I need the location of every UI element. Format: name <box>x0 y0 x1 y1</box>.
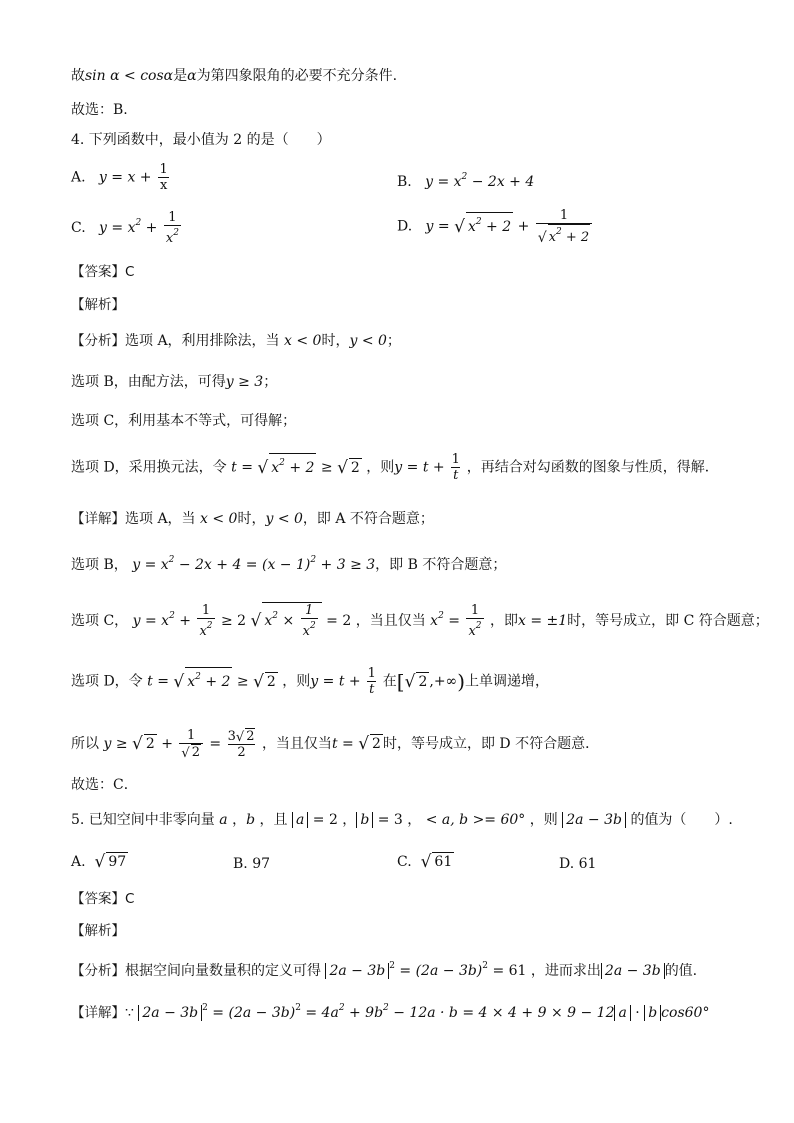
text: C <box>125 264 135 280</box>
fraction: $\frac{1}{x^2}$ <box>199 603 213 639</box>
text: 时， <box>321 333 350 349</box>
q5-option-a: A. √ 97 <box>71 852 127 872</box>
text: 选项 A，利用排除法，当 <box>125 333 280 349</box>
q4-option-d: D. y = √ $x^2 + 2$ + $\frac{1}{√ x^2 + 2}$ <box>397 208 594 245</box>
math: (2a − 3b) <box>228 1005 296 1021</box>
text: 时， <box>237 511 266 527</box>
q4-choose: 故选：C． <box>71 777 138 793</box>
fraction: $\frac{1}{t}$ <box>451 452 460 483</box>
math: b <box>246 812 256 828</box>
math: y = x + <box>98 169 152 186</box>
text: 故 <box>71 68 85 84</box>
q4-option-b <box>397 168 534 191</box>
math: 2a − 3b <box>601 963 665 979</box>
text: ，即 A 不符合题意； <box>302 511 434 527</box>
fraction: $\frac{1}{t}$ <box>367 666 376 697</box>
math: a <box>219 812 228 828</box>
fraction: $\frac{1}{√ x^2 + 2}$ <box>536 208 592 245</box>
math: α <box>187 68 197 84</box>
text: 时，等号成立，即 D 不符合题意． <box>382 736 600 752</box>
q5-jiexi: 【解析】 <box>71 923 125 939</box>
text: 所以 <box>71 736 99 752</box>
q4-option-c <box>71 210 183 246</box>
option-label: C. <box>71 220 86 236</box>
text: 【详解】 <box>71 511 125 527</box>
text: 根据空间向量数量积的定义可得 <box>125 963 321 979</box>
math: < a, b >= 60° <box>425 812 526 828</box>
q4-fenxi-c: 选项 C，利用基本不等式，可得解； <box>71 413 297 429</box>
text: 选项 D，采用换元法，令 <box>71 459 227 476</box>
math: y < 0 <box>265 511 303 527</box>
option-label: A. <box>71 854 86 870</box>
math: sin α < cosα <box>85 68 174 84</box>
text: C <box>125 891 135 907</box>
math: = $4a^2 + 9b^2 - 12a \cdot b = 4 \times 4 + 9 \times 9 - 12$ <box>305 1003 615 1021</box>
text: ，则 <box>529 812 558 828</box>
math: y = t + <box>394 459 445 476</box>
q5-option-b: B. 97 <box>233 856 271 872</box>
text: 选项 A，当 <box>125 511 196 527</box>
math: $y = x^2$ + <box>99 218 158 236</box>
text: ，进而求出 <box>530 963 601 979</box>
text: ，且 <box>259 812 288 828</box>
text: 在 <box>382 673 397 690</box>
math: b <box>356 812 373 828</box>
text: 选项 D，令 <box>71 673 143 690</box>
text: 的值为（ ）. <box>630 812 733 828</box>
q4-answer <box>71 263 134 281</box>
text: ，当且仅当 <box>355 613 426 629</box>
fraction: $\frac{1}{x^2}$ <box>468 603 482 639</box>
text: ，则 <box>282 673 311 690</box>
option-label: B. <box>397 174 412 190</box>
text: 5. 已知空间中非零向量 <box>71 812 215 828</box>
q4-xiangjie-c: 选项 C， $y = x^2$ + $\frac{1}{x^2}$ ≥ 2 √ $x^2$ × $\frac{1}{x^2}$ = 2 ，当且仅当 $x^2$ = $\frac{1}{x^2}$ ，即x = ±1时，等号成立，即 C 符合题意； <box>71 603 769 639</box>
math: a <box>292 812 308 828</box>
math: t = <box>147 673 169 690</box>
math: $x^2$ = <box>430 611 460 629</box>
text: ，再结合对勾函数的图象与性质，得解． <box>466 459 719 476</box>
q4-stem: 4. 下列函数中，最小值为 2 的是（ ） <box>71 132 331 148</box>
option-label: A. <box>71 169 86 186</box>
text: 上单调递增， <box>465 673 550 690</box>
q5-answer <box>71 890 134 908</box>
text: ，即 B 不符合题意； <box>375 557 507 573</box>
option-label: C. <box>397 854 412 870</box>
math: 2a − 3b <box>325 963 389 979</box>
text: ，当且仅当 <box>261 736 332 752</box>
text: ，即 <box>489 613 518 629</box>
math: b <box>644 1005 661 1021</box>
text: ，则 <box>366 459 395 476</box>
q5-option-d: D. 61 <box>559 856 597 872</box>
q4-jiexi: 【解析】 <box>71 297 125 313</box>
q4-fenxi-d: 选项 D，采用换元法，令 t = √ $x^2 + 2$ ≥ √ 2 ，则y = t + $\frac{1}{t}$ ，再结合对勾函数的图象与性质，得解． <box>71 452 719 483</box>
q5-stem: 5. 已知空间中非零向量 a ，b ，且 a = 2 ， b = 3 ， < a, b >= 60° ，则 2a − 3b 的值为（ ）. <box>71 812 733 828</box>
math: $y = x^2$ + <box>132 611 191 629</box>
q4-xiangjie-a <box>71 510 434 528</box>
math: $y = x^2 - 2x + 4$ <box>425 172 535 190</box>
prev-conclusion-line <box>71 67 397 85</box>
math: y ≥ <box>103 736 128 752</box>
math: 2a − 3b <box>562 812 626 828</box>
fraction: $\frac{1}{√ 2}$ <box>179 728 203 760</box>
q4-xiangjie-b <box>71 551 506 574</box>
math: y = t + <box>310 673 361 690</box>
q4-fenxi-a: 【分析】选项 A，利用排除法，当 x < 0时，y < 0； <box>71 333 401 349</box>
fraction: $\frac{1}{x^2}$ <box>165 210 179 246</box>
prev-choose: 故选：B. <box>71 102 128 118</box>
q5-fenxi: 【分析】根据空间向量数量积的定义可得 2a − 3b $^2 = (2a - 3b)^2 = 61$ ，进而求出 2a − 3b 的值. <box>71 961 698 979</box>
math: x = ±1 <box>517 613 568 629</box>
text: 是 <box>173 68 188 84</box>
text: 时，等号成立，即 C 符合题意； <box>567 613 769 629</box>
q4-option-a <box>71 162 171 193</box>
math: t = <box>231 459 253 476</box>
math: a <box>614 1005 630 1021</box>
math: y < 0 <box>349 333 387 349</box>
text: 选项 B， <box>71 557 128 573</box>
text: 的值. <box>664 963 698 979</box>
math: (2a − 3b) <box>415 963 483 979</box>
math: 2a − 3b <box>138 1005 202 1021</box>
fraction: $\frac{1}{x}$ <box>159 162 168 193</box>
math: y ≥ 3 <box>225 374 264 390</box>
text: 【分析】 <box>71 333 125 349</box>
math: x < 0 <box>200 511 238 527</box>
math: cos60° <box>661 1005 710 1021</box>
text: 【答案】 <box>71 264 125 280</box>
text: 【详解】 <box>71 1005 125 1021</box>
math: t = <box>331 736 354 752</box>
text: 【分析】 <box>71 963 125 979</box>
math: $y = x^2 - 2x + 4 = (x - 1)^2 + 3 \ge 3$ <box>132 555 376 573</box>
math: x < 0 <box>284 333 322 349</box>
text: 选项 B，由配方法，可得 <box>71 374 226 390</box>
text: 【答案】 <box>71 891 125 907</box>
q4-xiangjie-e: 所以 y ≥ √ 2 + $\frac{1}{√ 2}$ = $\frac{3√ 2}{2}$ ，当且仅当t = √ 2 时，等号成立，即 D 不符合题意． <box>71 728 600 761</box>
q4-xiangjie-d: 选项 D，令 t = √ $x^2 + 2$ ≥ √ 2 ，则y = t + $\frac{1}{t}$ 在[√ 2 ,+∞)上单调递增， <box>71 666 550 697</box>
fraction: $\frac{3√ 2}{2}$ <box>227 729 255 760</box>
option-label: D. <box>397 218 413 235</box>
q4-fenxi-b: 选项 B，由配方法，可得y ≥ 3； <box>71 374 278 390</box>
text: 选项 C， <box>71 613 129 629</box>
q5-option-c: C. √ 61 <box>397 852 453 872</box>
q5-xiangjie: 【详解】∵ 2a − 3b $^2 = (2a - 3b)^2 = 4a^2 + 9b^2 - 12a \cdot b = 4 \times 4 + 9 \times 9 - 12$ a · b cos60° <box>71 1003 710 1021</box>
text: 为第四象限角的必要不充分条件. <box>196 68 398 84</box>
math: y = <box>425 218 450 235</box>
